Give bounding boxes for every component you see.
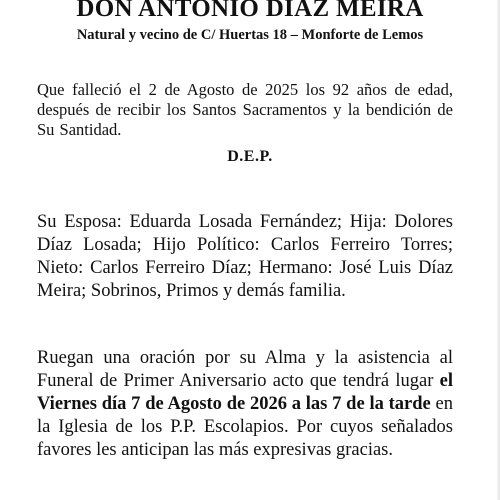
funeral-date-time: el Viernes día 7 de Agosto de 2026 a las 7 de la tarde bbox=[37, 370, 453, 414]
request-text-end: en la Iglesia de los P.P. Escolapios. Por cuyos señalados favores les anticipan las más expresivas gracias. bbox=[37, 393, 453, 461]
death-announcement: Que falleció el 2 de Agosto de 2025 los 92 años de edad, después de recibir los Santos Sacramentos y la bendición de Su Santidad. bbox=[37, 79, 453, 139]
request-text-start: Ruegan una oración por su Alma y la asistencia al Funeral de Primer Aniversario acto que tendrá lugar bbox=[37, 347, 453, 391]
deceased-name: DON ANTONIO DIAZ MEIRA bbox=[76, 0, 424, 22]
family-members: Su Esposa: Eduarda Losada Fernández; Hija: Dolores Díaz Losada; Hijo Político: Carlos Ferreiro Torres; Nieto: Carlos Ferreiro Díaz; Hermano: José Luis Díaz Meira; Sobrinos, Primos y demás familia. bbox=[37, 211, 453, 302]
dep-heading: D.E.P. bbox=[227, 148, 273, 165]
funeral-request bbox=[37, 347, 453, 463]
residence-line: Natural y vecino de C/ Huertas 18 – Monforte de Lemos bbox=[76, 27, 424, 43]
